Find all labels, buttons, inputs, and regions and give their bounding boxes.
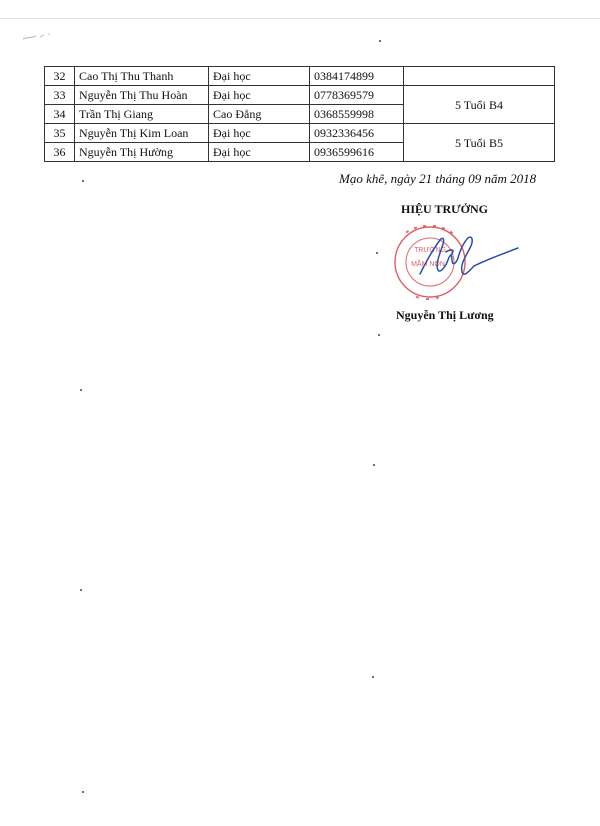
scan-speck <box>82 180 84 182</box>
row-number: 34 <box>45 105 75 124</box>
stamp-text-line-2: MẦM NON <box>411 261 445 268</box>
staff-name: Cao Thị Thu Thanh <box>75 67 209 86</box>
staff-degree: Đại học <box>209 143 310 162</box>
signer-title: HIỆU TRƯỞNG <box>401 202 489 216</box>
scan-speck <box>376 252 378 254</box>
table-row <box>45 124 555 143</box>
staff-name: Trần Thị Giang <box>75 105 209 124</box>
date-line: Mạo khê, ngày 21 tháng 09 năm 2018 <box>339 171 537 186</box>
class-cell-b5: 5 Tuổi B5 <box>404 124 555 162</box>
scan-speck <box>378 334 380 336</box>
scan-speck <box>379 40 381 42</box>
class-cell-empty <box>404 67 555 86</box>
handwritten-signature <box>420 237 518 274</box>
staff-phone: 0368559998 <box>310 105 404 124</box>
staff-name: Nguyễn Thị Kim Loan <box>75 124 209 143</box>
row-number: 35 <box>45 124 75 143</box>
staff-name: Nguyễn Thị Thu Hoàn <box>75 86 209 105</box>
scan-speck <box>373 464 375 466</box>
signer-name: Nguyễn Thị Lương <box>396 308 494 322</box>
staff-phone: 0936599616 <box>310 143 404 162</box>
red-seal-stamp <box>395 225 465 300</box>
official-stamp-with-signature <box>390 222 530 302</box>
staff-table <box>44 66 555 162</box>
scan-speck <box>80 589 82 591</box>
table-row <box>45 86 555 105</box>
scan-top-edge <box>0 18 600 19</box>
row-number: 32 <box>45 67 75 86</box>
row-number: 36 <box>45 143 75 162</box>
table-row <box>45 67 555 86</box>
staff-degree: Cao Đẳng <box>209 105 310 124</box>
staff-degree: Đại học <box>209 67 310 86</box>
staff-degree: Đại học <box>209 86 310 105</box>
scan-artifact <box>22 30 56 42</box>
scan-speck <box>372 676 374 678</box>
staff-name: Nguyễn Thị Hường <box>75 143 209 162</box>
class-cell-b4: 5 Tuổi B4 <box>404 86 555 124</box>
staff-phone: 0384174899 <box>310 67 404 86</box>
staff-phone: 0778369579 <box>310 86 404 105</box>
scan-speck <box>80 389 82 391</box>
staff-degree: Đại học <box>209 124 310 143</box>
row-number: 33 <box>45 86 75 105</box>
staff-phone: 0932336456 <box>310 124 404 143</box>
scan-speck <box>82 791 84 793</box>
stamp-text-line-1: TRƯỜNG <box>414 247 446 254</box>
